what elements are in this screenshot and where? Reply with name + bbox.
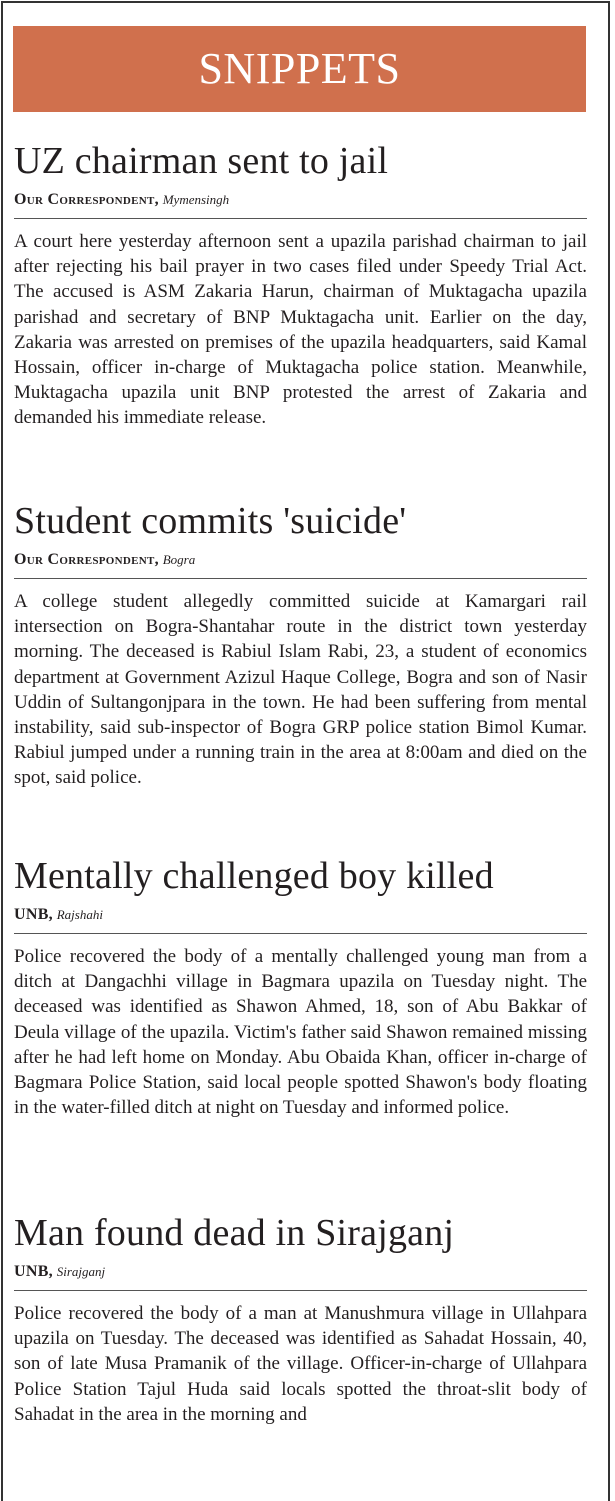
divider: [14, 218, 587, 219]
story-body: A college student allegedly committed suicide at Kamargari rail intersection on Bogra-Shantahar route in the district town yesterday morning. The deceased is Rabiul Islam Rabi, 23, a student of economics department at Government Azizul Haque College, Bogra and son of Nasir Uddin of Sultangonjpara in the town. He had been suffering from mental instability, said sub-inspector of Bogra GRP police station Bimol Kumar. Rabiul jumped under a running train in the area at 8:00am and died on the spot, said police.: [14, 591, 587, 789]
section-title: SNIPPETS: [198, 44, 401, 93]
byline-agency: Our Correspondent,: [14, 191, 159, 208]
story-body: Police recovered the body of a man at Manushmura village in Ullahpara upazila on Tuesday. The deceased was identified as Sahadat Hossain, 40, son of late Musa Pramanik of the village. Officer-in-charge of Ullahpara Police Station Tajul Huda said locals spotted the throat-slit body of Sahadat in the area in the morning and: [14, 1303, 587, 1425]
story-headline: Student commits 'suicide': [14, 500, 407, 542]
news-story: [14, 140, 587, 431]
divider: [14, 578, 587, 579]
story-body: A court here yesterday afternoon sent a upazila parishad chairman to jail after rejecting his bail prayer in two cases filed under Speedy Trial Act. The accused is ASM Zakaria Harun, chairman of Muktagacha upazila parishad and secretary of BNP Muktagacha unit. Earlier on the day, Zakaria was arrested on premises of the upazila headquarters, said Kamal Hossain, officer in-charge of Muktagacha police station. Meanwhile, Muktagacha upazila unit BNP protested the arrest of Zakaria and demanded his immediate release.: [14, 231, 587, 429]
story-byline: [14, 1263, 587, 1281]
byline-agency: UNB,: [14, 906, 53, 923]
byline-agency: UNB,: [14, 1263, 53, 1280]
story-headline: Man found dead in Sirajganj: [14, 1212, 455, 1254]
story-byline: [14, 551, 587, 569]
byline-place: Bogra: [162, 552, 196, 567]
byline-place: Sirajganj: [56, 1264, 106, 1279]
news-story: [14, 500, 587, 791]
divider: [14, 1290, 587, 1291]
story-headline: UZ chairman sent to jail: [14, 140, 389, 182]
story-byline: [14, 191, 587, 209]
news-story: [14, 855, 587, 1120]
divider: [14, 933, 587, 934]
story-body: Police recovered the body of a mentally challenged young man from a ditch at Dangachhi village in Bagmara upazila on Tuesday night. The deceased was identified as Shawon Ahmed, 18, son of Abu Bakkar of Deula village of the upazila. Victim's father said Shawon remained missing after he had left home on Monday. Abu Obaida Khan, officer in-charge of Bagmara Police Station, said local people spotted Shawon's body floating in the water-filled ditch at night on Tuesday and informed police.: [14, 946, 587, 1119]
story-byline: [14, 906, 587, 924]
news-story: [14, 1212, 587, 1427]
byline-agency: Our Correspondent,: [14, 551, 159, 568]
story-headline: Mentally challenged boy killed: [14, 855, 494, 897]
section-banner: [13, 26, 586, 112]
byline-place: Mymensingh: [162, 192, 230, 207]
byline-place: Rajshahi: [56, 907, 103, 922]
